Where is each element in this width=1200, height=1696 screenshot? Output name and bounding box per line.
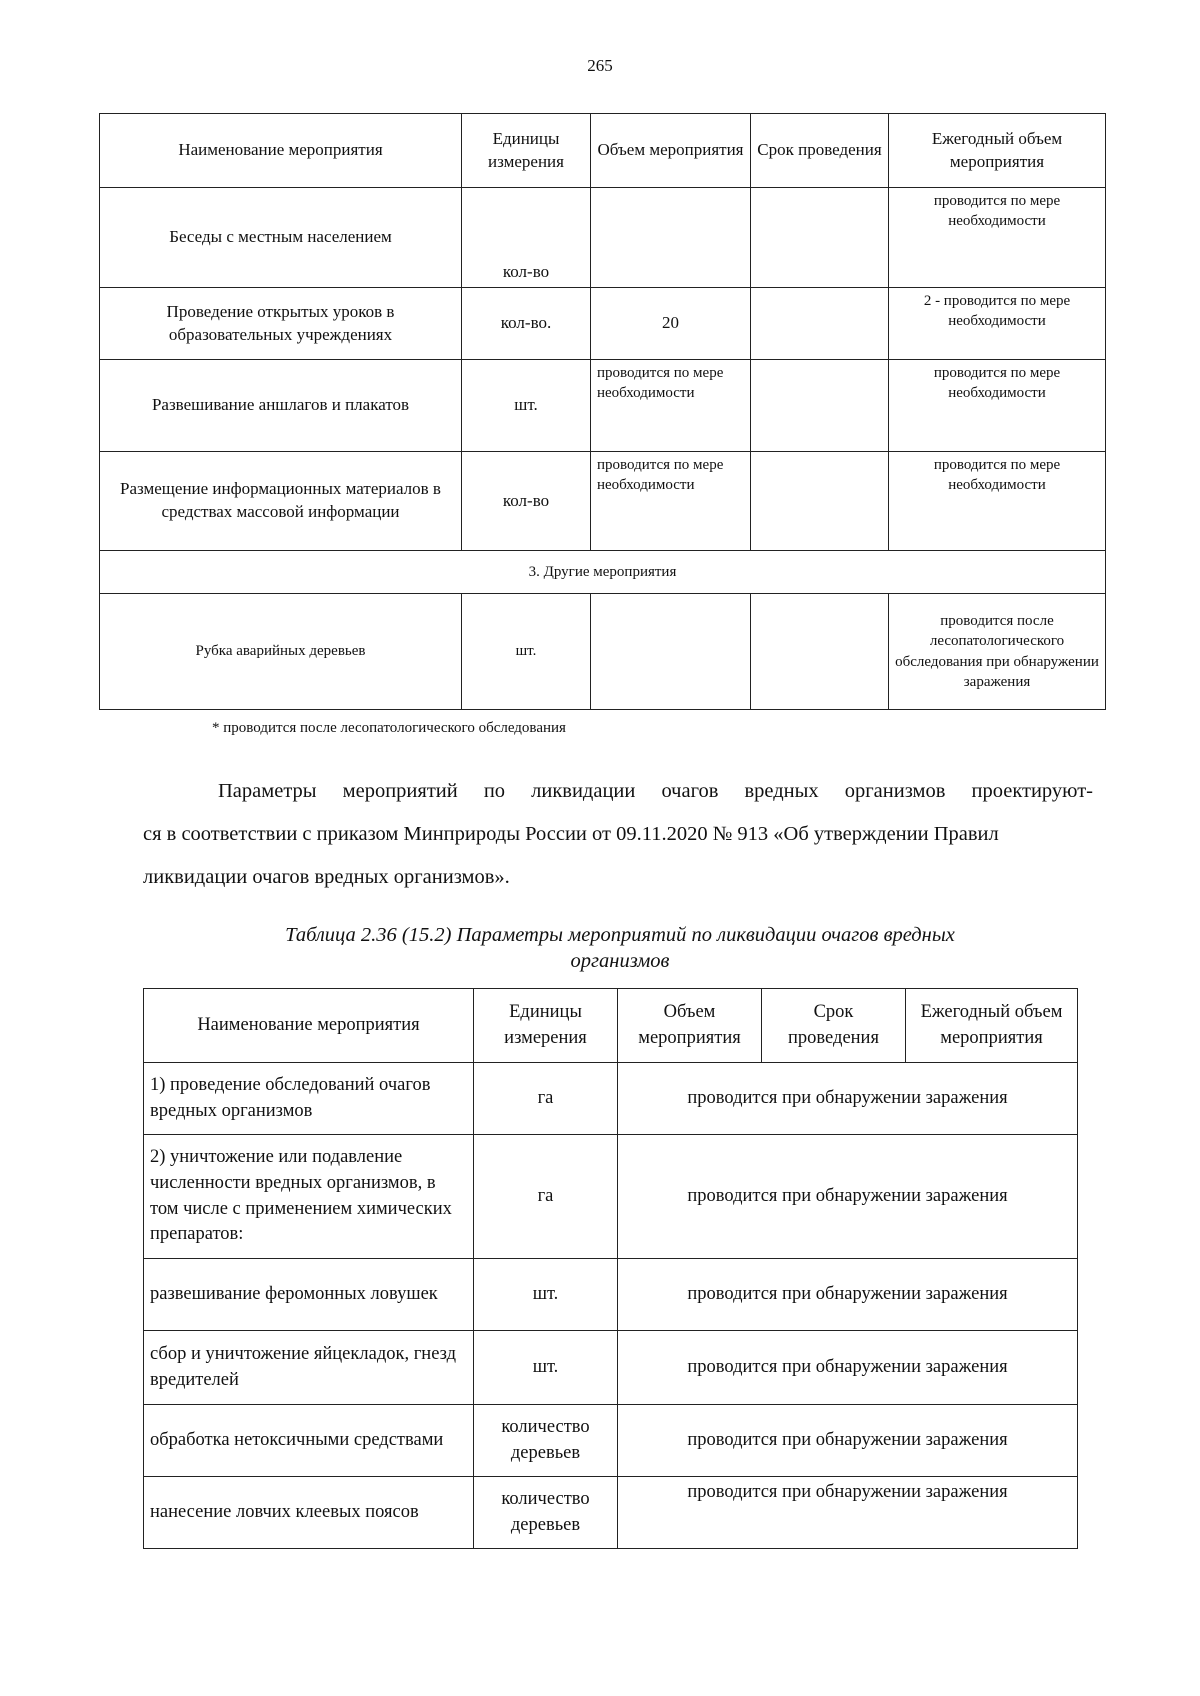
row-term [751, 594, 889, 710]
row-volume [591, 594, 751, 710]
row-unit: га [474, 1135, 618, 1259]
table-row [100, 594, 1106, 710]
row-unit: количество деревьев [474, 1477, 618, 1549]
row-annual: проводится после лесопатологического обследования при обнаружении заражения [889, 594, 1106, 710]
row-name: развешивание феромонных ловушек [144, 1259, 474, 1331]
row-name: Развешивание аншлагов и плакатов [100, 360, 462, 452]
row-name: Беседы с местным населением [100, 188, 462, 288]
row-name: нанесение ловчих клеевых поясов [144, 1477, 474, 1549]
row-unit: га [474, 1063, 618, 1135]
row-name: Проведение открытых уроков в образовательных учреждениях [100, 288, 462, 360]
page-number: 265 [587, 56, 613, 75]
section-row [100, 551, 1106, 594]
header-annual: Ежегодный объем мероприятия [906, 989, 1078, 1063]
table-row [144, 1259, 1078, 1331]
row-annual: проводится по мере необходимости [889, 452, 1106, 551]
row-term [751, 452, 889, 551]
table-row [144, 1063, 1078, 1135]
row-name: сбор и уничтожение яйцекладок, гнезд вредителей [144, 1331, 474, 1405]
table-row [100, 360, 1106, 452]
row-unit: шт. [474, 1259, 618, 1331]
row-name: Рубка аварийных деревьев [100, 594, 462, 710]
header-annual: Ежегодный объем мероприятия [889, 114, 1106, 188]
table-header-row [144, 989, 1078, 1063]
row-term [751, 188, 889, 288]
row-unit: количество деревьев [474, 1405, 618, 1477]
row-annual: проводится по мере необходимости [889, 188, 1106, 288]
header-term: Срок проведения [762, 989, 906, 1063]
paragraph-line-1: Параметры мероприятий по ликвидации очагов вредных организмов проектируют- [218, 780, 1093, 802]
row-unit: кол-во. [462, 288, 591, 360]
table-row [100, 452, 1106, 551]
table-row [100, 288, 1106, 360]
row-unit: шт. [462, 594, 591, 710]
header-name: Наименование мероприятия [100, 114, 462, 188]
row-name: обработка нетоксичными средствами [144, 1405, 474, 1477]
row-volume: проводится по мере необходимости [591, 360, 751, 452]
row-unit: шт. [462, 360, 591, 452]
row-term [751, 288, 889, 360]
header-unit: Единицы измерения [474, 989, 618, 1063]
row-unit: кол-во [462, 452, 591, 551]
row-value: проводится при обнаружении заражения [618, 1405, 1078, 1477]
table-row [144, 1331, 1078, 1405]
header-volume: Объем мероприятия [591, 114, 751, 188]
row-value: проводится при обнаружении заражения [618, 1063, 1078, 1135]
header-term: Срок проведения [751, 114, 889, 188]
header-unit: Единицы измерения [462, 114, 591, 188]
row-volume: проводится по мере необходимости [591, 452, 751, 551]
row-value: проводится при обнаружении заражения [618, 1477, 1078, 1549]
pest-elimination-table [143, 988, 1078, 1549]
table-header-row [100, 114, 1106, 188]
row-name: 2) уничтожение или подавление численности вредных организмов, в том числе с применением химических препаратов: [144, 1135, 474, 1259]
row-name: Размещение информационных материалов в средствах массовой информации [100, 452, 462, 551]
table-row [100, 188, 1106, 288]
row-value: проводится при обнаружении заражения [618, 1135, 1078, 1259]
row-volume: 20 [591, 288, 751, 360]
row-unit: шт. [474, 1331, 618, 1405]
row-term [751, 360, 889, 452]
row-annual: 2 - проводится по мере необходимости [889, 288, 1106, 360]
table-row [144, 1135, 1078, 1259]
row-annual: проводится по мере необходимости [889, 360, 1106, 452]
table-row [144, 1477, 1078, 1549]
footnote: * проводится после лесопатологического обследования [212, 720, 566, 736]
header-volume: Объем мероприятия [618, 989, 762, 1063]
row-unit: кол-во [462, 188, 591, 288]
row-name: 1) проведение обследований очагов вредных организмов [144, 1063, 474, 1135]
row-value: проводится при обнаружении заражения [618, 1331, 1078, 1405]
table-row [144, 1405, 1078, 1477]
header-name: Наименование мероприятия [144, 989, 474, 1063]
paragraph-rest: ся в соответствии с приказом Минприроды России от 09.11.2020 № 913 «Об утверждении Правил ликвидации очагов вредных организмов». [143, 823, 999, 888]
section-title: 3. Другие мероприятия [100, 551, 1106, 594]
events-table [99, 113, 1106, 710]
table-caption: Таблица 2.36 (15.2) Параметры мероприятий по ликвидации очагов вредных организмов [285, 924, 955, 972]
row-volume [591, 188, 751, 288]
body-paragraph [143, 770, 1093, 899]
row-value: проводится при обнаружении заражения [618, 1259, 1078, 1331]
